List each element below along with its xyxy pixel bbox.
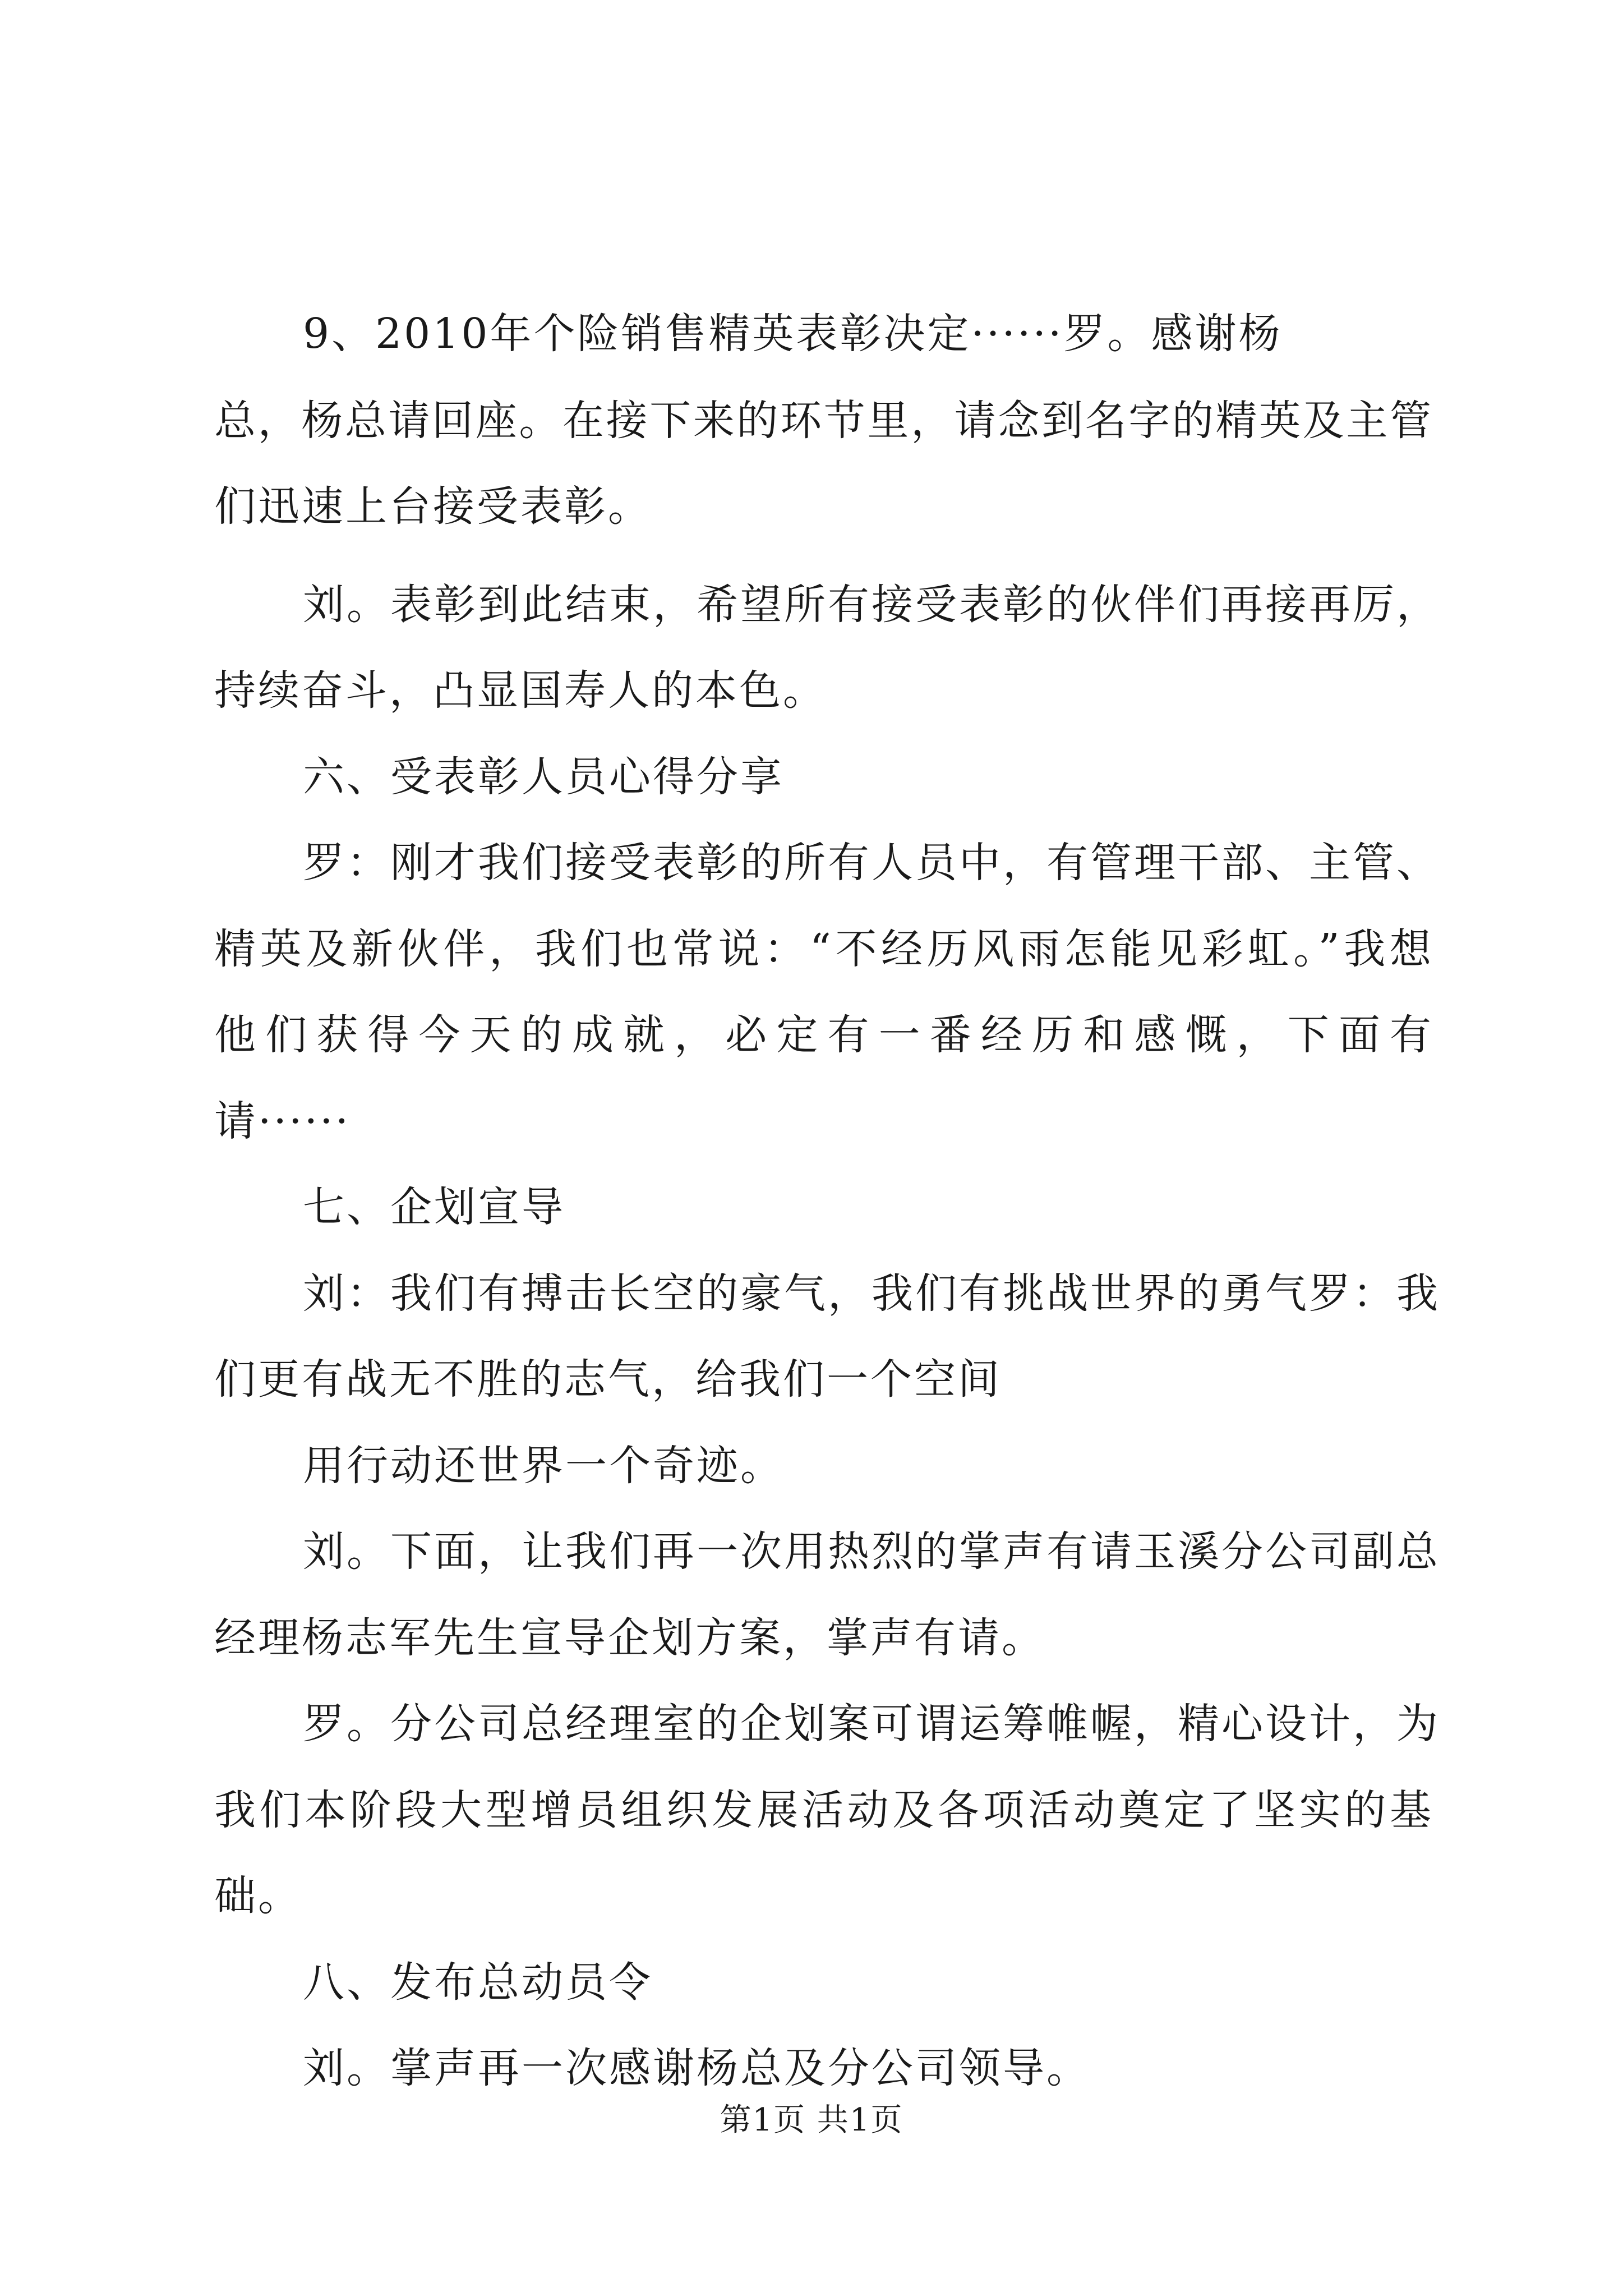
text-line: 9、2010年个险销售精英表彰决定······罗。感谢杨 bbox=[303, 310, 1283, 358]
text-line: 础。 bbox=[214, 1872, 302, 1920]
text-line: 持续奋斗，凸显国寿人的本色。 bbox=[214, 666, 827, 715]
text-line: 们迅速上台接受表彰。 bbox=[214, 482, 652, 531]
text-line: 他们获得今天的成就，必定有一番经历和感慨，下面有 bbox=[214, 1011, 1431, 1059]
text-line: 请······ bbox=[214, 1097, 351, 1145]
text-line: 罗：刚才我们接受表彰的所有人员中，有管理干部、主管、 bbox=[303, 839, 1440, 887]
text-line: 刘。掌声再一次感谢杨总及分公司领导。 bbox=[303, 2044, 1090, 2092]
text-line: 用行动还世界一个奇迹。 bbox=[303, 1442, 784, 1490]
text-line: 经理杨志军先生宣导企划方案，掌声有请。 bbox=[214, 1614, 1045, 1662]
section-heading: 八、发布总动员令 bbox=[303, 1958, 653, 2007]
text-line: 精英及新伙伴，我们也常说：“不经历风雨怎能见彩虹。”我想 bbox=[214, 925, 1431, 973]
section-heading: 七、企划宣导 bbox=[303, 1183, 565, 1231]
text-line: 刘。下面，让我们再一次用热烈的掌声有请玉溪分公司副总 bbox=[303, 1527, 1440, 1576]
text-line: 刘。表彰到此结束，希望所有接受表彰的伙伴们再接再厉， bbox=[303, 581, 1440, 629]
section-heading: 六、受表彰人员心得分享 bbox=[303, 753, 784, 801]
text-line: 刘：我们有搏击长空的豪气，我们有挑战世界的勇气罗：我 bbox=[303, 1269, 1440, 1318]
text-line: 我们本阶段大型增员组织发展活动及各项活动奠定了坚实的基 bbox=[214, 1786, 1431, 1834]
page-footer: 第1页 共1页 bbox=[720, 2102, 903, 2138]
text-line: 罗。分公司总经理室的企划案可谓运筹帷幄，精心设计，为 bbox=[303, 1700, 1440, 1748]
text-line: 们更有战无不胜的志气，给我们一个空间 bbox=[214, 1355, 1002, 1404]
text-line: 总，杨总请回座。在接下来的环节里，请念到名字的精英及主管 bbox=[214, 397, 1431, 445]
